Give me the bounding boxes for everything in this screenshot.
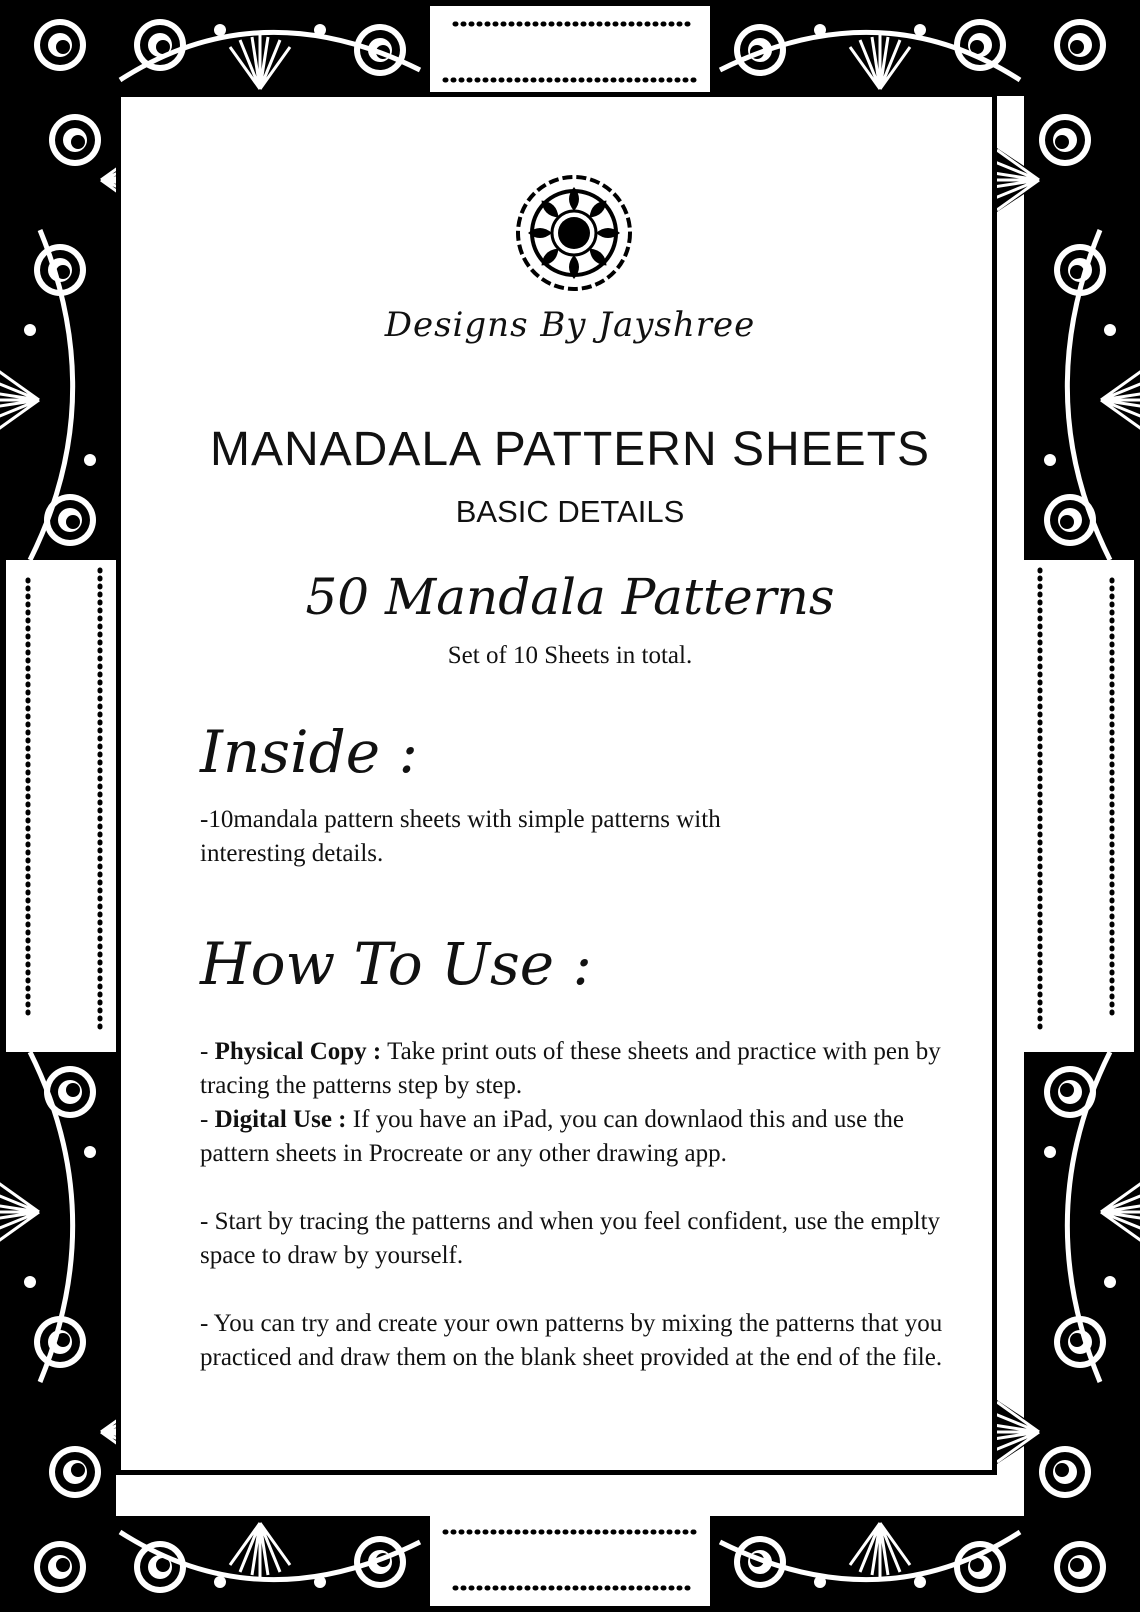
digital-use-text: If you have an iPad, you can downlaod this and use the pattern sheets in Procreate or any other drawing app. — [200, 1106, 905, 1167]
inside-line-1: -10mandala pattern sheets with simple patterns with — [200, 806, 721, 833]
page-subtitle: BASIC DETAILS — [455, 494, 685, 529]
brand-name: Designs By Jayshree — [384, 305, 756, 345]
digital-use-label: Digital Use : — [214, 1106, 347, 1133]
physical-copy-text: Take print outs of these sheets and practice with pen by tracing the patterns step by step. — [200, 1038, 941, 1099]
page-title: MANADALA PATTERN SHEETS — [209, 423, 931, 476]
sheets-count: Set of 10 Sheets in total. — [447, 642, 693, 669]
tip-own-patterns: - You can try and create your own patterns by mixing the patterns that you practiced and draw them on the blank sheet provided at the end of the file. — [200, 1310, 943, 1371]
physical-copy-label: Physical Copy : — [214, 1038, 382, 1065]
tip-tracing: - Start by tracing the patterns and when you feel confident, use the emplty space to draw by yourself. — [200, 1208, 941, 1269]
pattern-count: 50 Mandala Patterns — [305, 568, 835, 626]
mandala-logo-icon — [513, 172, 635, 294]
how-to-use-heading: How To Use : — [200, 930, 593, 998]
inside-line-2: interesting details. — [200, 840, 384, 867]
inside-heading: Inside : — [200, 718, 419, 786]
physical-copy-item: - Physical Copy : Take print outs of these sheets and practice with pen by tracing the patterns step by step. — [200, 1038, 941, 1099]
how-to-use-text — [200, 1035, 960, 1375]
inside-text — [200, 803, 960, 871]
digital-use-item: - Digital Use : If you have an iPad, you can downlaod this and use the pattern sheets in Procreate or any other drawing app. — [200, 1106, 905, 1167]
